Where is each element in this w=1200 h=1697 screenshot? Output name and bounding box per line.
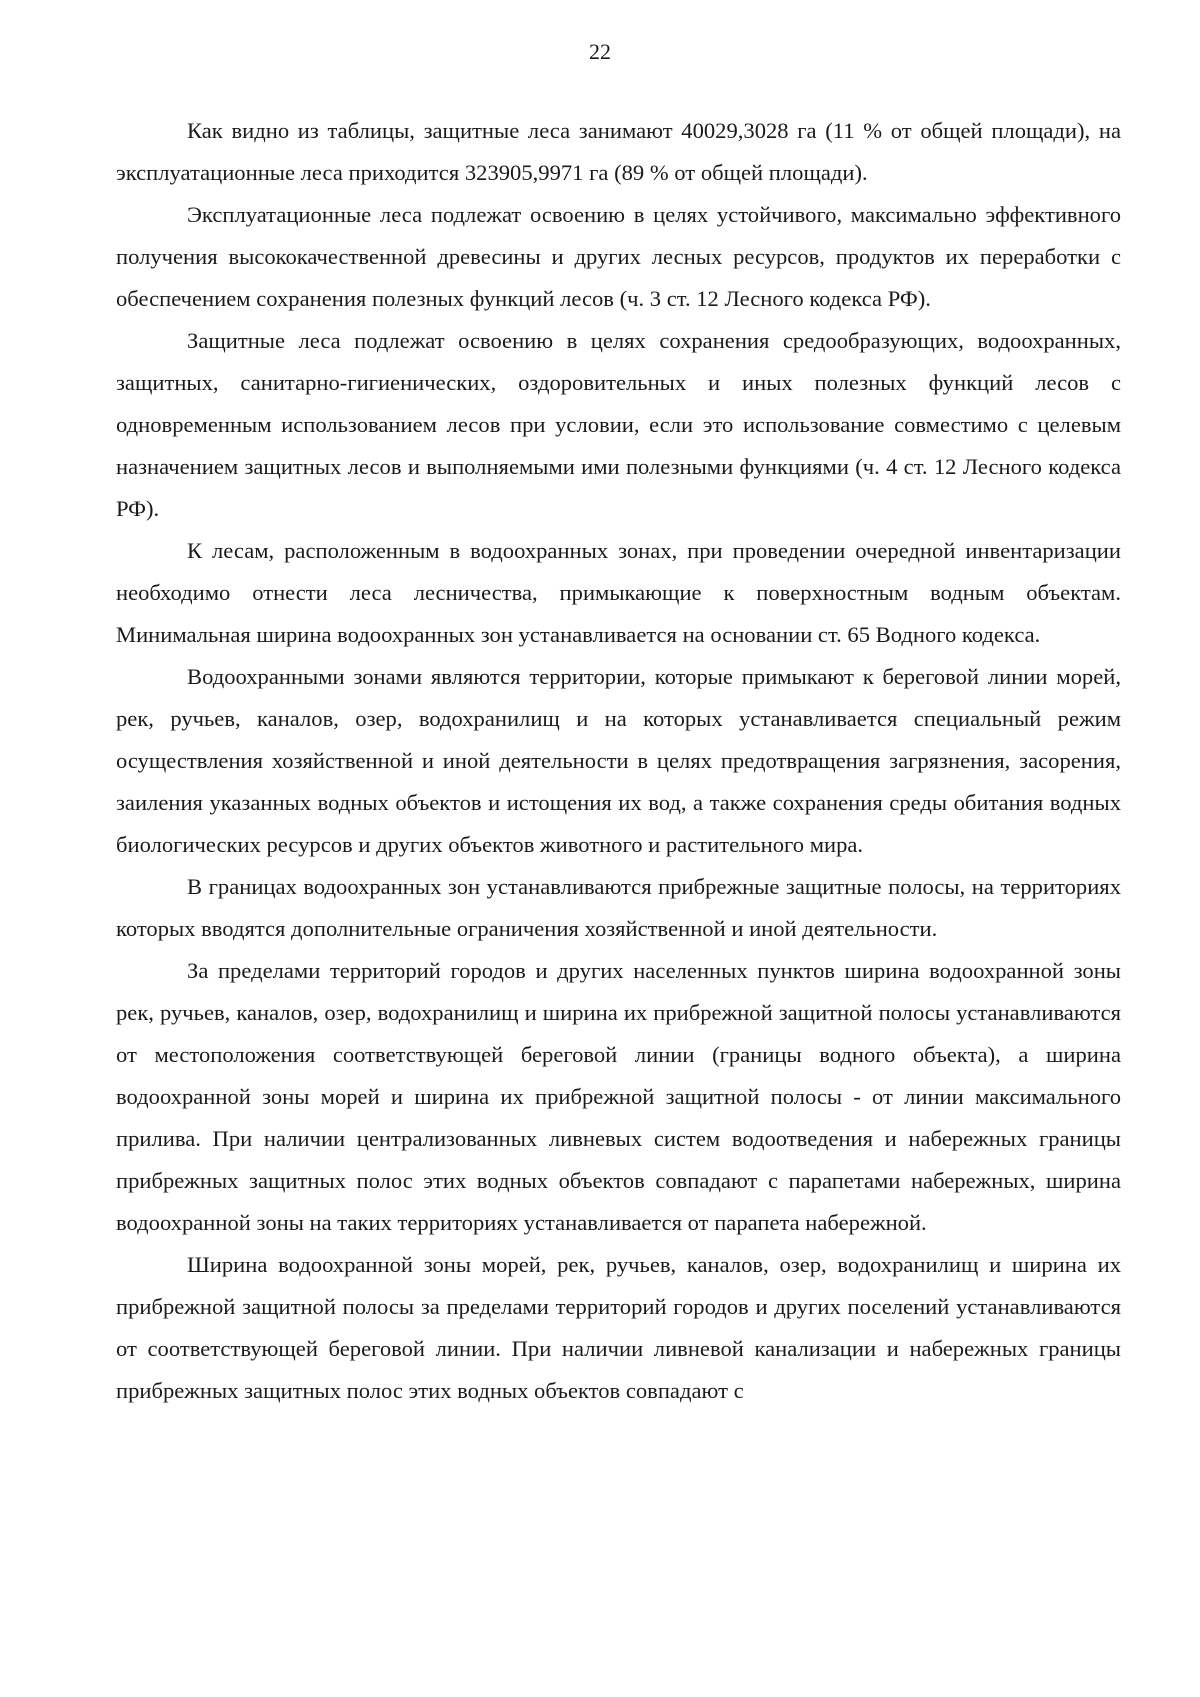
paragraph: Ширина водоохранной зоны морей, рек, ручьев, каналов, озер, водохранилищ и ширина их прибрежной защитной полосы за пределами территорий городов и других поселений устанавливаются от соответствующей береговой линии. При наличии ливневой канализации и набережных границы прибрежных защитных полос этих водных объектов совпадают с xyxy=(116,1252,1121,1403)
paragraph: Защитные леса подлежат освоению в целях сохранения средообразующих, водоохранных, защитных, санитарно-гигиенических, оздоровительных и иных полезных функций лесов с одновременным использованием лесов при условии, если это использование совместимо с целевым назначением защитных лесов и выполняемыми ими полезными функциями (ч. 4 ст. 12 Лесного кодекса РФ). xyxy=(116,328,1121,521)
paragraph: За пределами территорий городов и других населенных пунктов ширина водоохранной зоны рек, ручьев, каналов, озер, водохранилищ и ширина их прибрежной защитной полосы устанавливаются от местоположения соответствующей береговой линии (границы водного объекта), а ширина водоохранной зоны морей и ширина их прибрежной защитной полосы - от линии максимального прилива. При наличии централизованных ливневых систем водоотведения и набережных границы прибрежных защитных полос этих водных объектов совпадают с парапетами набережных, ширина водоохранной зоны на таких территориях устанавливается от парапета набережной. xyxy=(116,958,1121,1235)
page-number: 22 xyxy=(589,39,611,64)
paragraph: К лесам, расположенным в водоохранных зонах, при проведении очередной инвентаризации необходимо отнести леса лесничества, примыкающие к поверхностным водным объектам. Минимальная ширина водоохранных зон устанавливается на основании ст. 65 Водного кодекса. xyxy=(116,538,1121,647)
paragraph: В границах водоохранных зон устанавливаются прибрежные защитные полосы, на территориях которых вводятся дополнительные ограничения хозяйственной и иной деятельности. xyxy=(116,874,1121,941)
paragraph: Эксплуатационные леса подлежат освоению в целях устойчивого, максимально эффективного получения высококачественной древесины и других лесных ресурсов, продуктов их переработки с обеспечением сохранения полезных функций лесов (ч. 3 ст. 12 Лесного кодекса РФ). xyxy=(116,202,1121,311)
body-text xyxy=(116,110,1121,1412)
paragraph: Как видно из таблицы, защитные леса занимают 40029,3028 га (11 % от общей площади), на эксплуатационные леса приходится 323905,9971 га (89 % от общей площади). xyxy=(116,118,1121,185)
paragraph: Водоохранными зонами являются территории, которые примыкают к береговой линии морей, рек, ручьев, каналов, озер, водохранилищ и на которых устанавливается специальный режим осуществления хозяйственной и иной деятельности в целях предотвращения загрязнения, засорения, заиления указанных водных объектов и истощения их вод, а также сохранения среды обитания водных биологических ресурсов и других объектов животного и растительного мира. xyxy=(116,664,1121,857)
